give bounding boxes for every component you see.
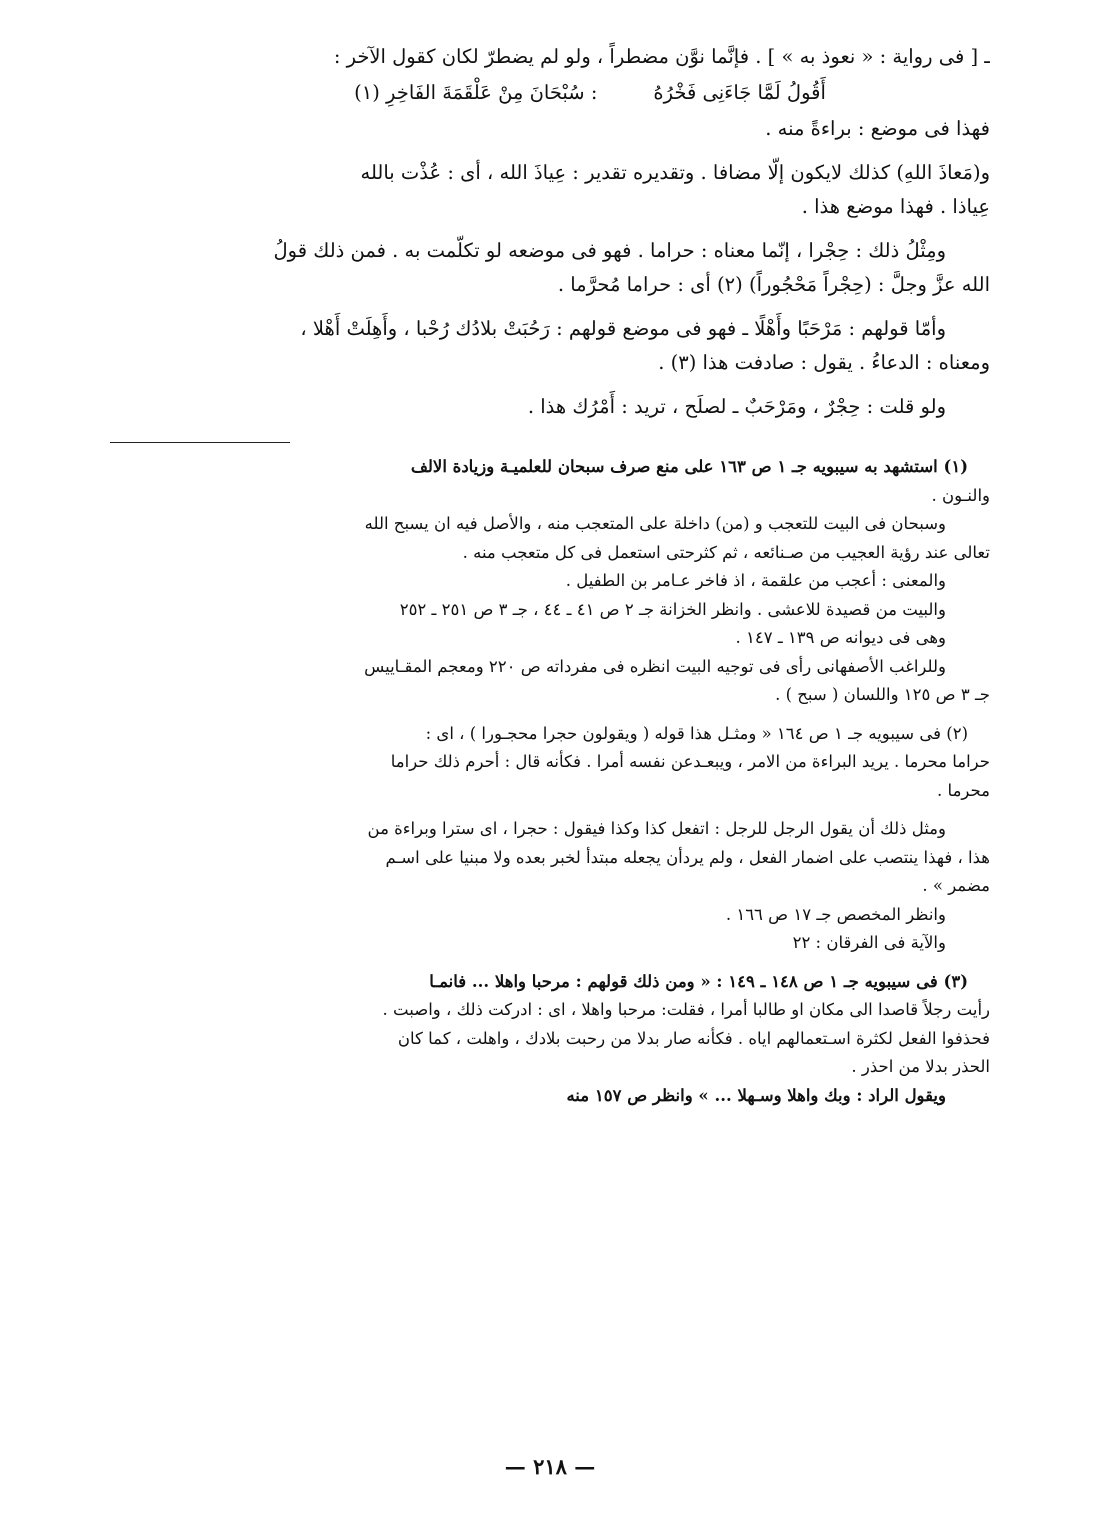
text-line-8: وأمّا قولهم : مَرْحَبًا وأَهْلًا ـ فهو فى موضع قولهم : رَحُبَتْ بلادُك رُحْبا ، وأَهِلَتْ أَهْلا ، bbox=[300, 317, 946, 340]
footnote-line: حراما محرما . يريد البراءة من الامر ، ويبعـدعن نفسه أمرا . فكأنه قال : أحرم ذلك حراما bbox=[390, 752, 990, 771]
footnote-line: (٢) فى سيبويه جـ ١ ص ١٦٤ « ومثـل هذا قوله ( ويقولون حجرا محجـورا ) ، اى : bbox=[425, 723, 968, 743]
footnote-line: تعالى عند رؤية العجيب من صـنائعه ، ثم كثرحتى استعمل فى كل متعجب منه . bbox=[462, 542, 990, 562]
footnote-line: وهى فى ديوانه ص ١٣٩ ـ ١٤٧ . bbox=[735, 628, 946, 647]
footnote-line: هذا ، فهذا ينتصب على اضمار الفعل ، ولم يردأن يجعله مبتدأ لخبر بعده ولا مبنيا على اسـم bbox=[385, 847, 990, 867]
footnote-1 bbox=[110, 453, 990, 710]
footnote-line: والنـون . bbox=[931, 485, 990, 505]
footnote-line: والمعنى : أعجب من علقمة ، اذ فاخر عـامر بن الطفيل . bbox=[565, 571, 946, 590]
footnote-line: والبيت من قصيدة للاعشى . وانظر الخزانة جـ ٢ ص ٤١ ـ ٤٤ ، جـ ٣ ص ٢٥١ ـ ٢٥٢ bbox=[399, 599, 946, 619]
footnote-3 bbox=[110, 968, 990, 1111]
poetry-verse bbox=[110, 74, 990, 112]
footnote-line: وسبحان فى البيت للتعجب و (من) داخلة على المتعجب منه ، والأصل فيه ان يسبح الله bbox=[364, 514, 946, 533]
footnote-line: والآية فى الفرقان : ٢٢ bbox=[792, 933, 946, 952]
verse-first-hemistich: أَقُولُ لَمَّا جَاءَنِى فَخْرُهُ bbox=[653, 81, 826, 104]
footnote-line: محرما . bbox=[937, 780, 990, 800]
text-line-3: فهذا فى موضع : براءةً منه . bbox=[765, 117, 990, 140]
footnote-line: جـ ٣ ص ١٢٥ واللسان ( سبح ) . bbox=[775, 685, 990, 704]
text-line-7: الله عزَّ وجلَّ : (حِجْراً مَحْجُوراً) (٢) أى : حراما مُحرَّما . bbox=[557, 273, 990, 296]
footnote-line: ويقول الراد : وبك واهلا وسـهلا ... » وانظر ص ١٥٧ منه bbox=[566, 1085, 946, 1105]
footnote-line: (١) استشهد به سيبويه جـ ١ ص ١٦٣ على منع صرف سبحان للعلميـة وزيادة الالف bbox=[410, 457, 968, 476]
footnote-line: وانظر المخصص جـ ١٧ ص ١٦٦ . bbox=[725, 904, 946, 924]
text-line-4: و(مَعاذَ اللهِ) كذلك لايكون إلّا مضافا . وتقديره تقدير : عِياذَ الله ، أى : عُذْت بالله bbox=[360, 161, 990, 184]
text-line-10: ولو قلت : حِجْرٌ ، ومَرْحَبٌ ـ لصلَح ، تريد : أَمْرُك هذا . bbox=[527, 395, 946, 418]
footnote-2 bbox=[110, 720, 990, 958]
footnote-line: ومثل ذلك أن يقول الرجل للرجل : اتفعل كذا وكذا فيقول : حجرا ، اى سترا وبراءة من bbox=[367, 819, 946, 838]
text-line-6: ومِثْلُ ذلك : حِجْرا ، إنّما معناه : حراما . فهو فى موضعه لو تكلّمت به . فمن ذلك قولُ bbox=[273, 239, 946, 262]
verse-second-hemistich: : سُبْحَانَ مِنْ عَلْقَمَةَ الفَاخِرِ (١) bbox=[354, 81, 598, 104]
footnote-line: فحذفوا الفعل لكثرة اسـتعمالهم اياه . فكأنه صار بدلا من رحبت بلادك ، واهلت ، كما كان bbox=[397, 1028, 990, 1048]
footnote-line: رأيت رجلاً قاصدا الى مكان او طالبا أمرا ، فقلت: مرحبا واهلا ، اى : ادركت ذلك ، واصبت . bbox=[382, 1000, 990, 1019]
book-page bbox=[110, 40, 990, 1480]
footnotes bbox=[110, 453, 990, 1110]
footnote-line: مضمر » . bbox=[922, 876, 990, 895]
footnote-line: (٣) فى سيبويه جـ ١ ص ١٤٨ ـ ١٤٩ : « ومن ذلك قولهم : مرحبا واهلا ... فانمـا bbox=[429, 971, 968, 991]
footnote-divider bbox=[110, 442, 290, 443]
main-text bbox=[110, 40, 990, 424]
footnote-line: وللراغب الأصفهانى رأى فى توجيه البيت انظره فى مفرداته ص ٢٢٠ ومعجم المقـاييس bbox=[364, 656, 946, 676]
text-line-5: عِياذا . فهذا موضع هذا . bbox=[801, 195, 990, 218]
text-line-1: ـ [ فى رواية : « نعوذ به » ] . فإنَّما نوَّن مضطراً ، ولو لم يضطرّ لكان كقول الآخر : bbox=[333, 45, 990, 68]
page-number: — ٢١٨ — bbox=[504, 1454, 596, 1479]
text-line-9: ومعناه : الدعاءُ . يقول : صادفت هذا (٣) . bbox=[658, 351, 990, 374]
footnote-line: الحذر بدلا من احذر . bbox=[851, 1057, 990, 1076]
